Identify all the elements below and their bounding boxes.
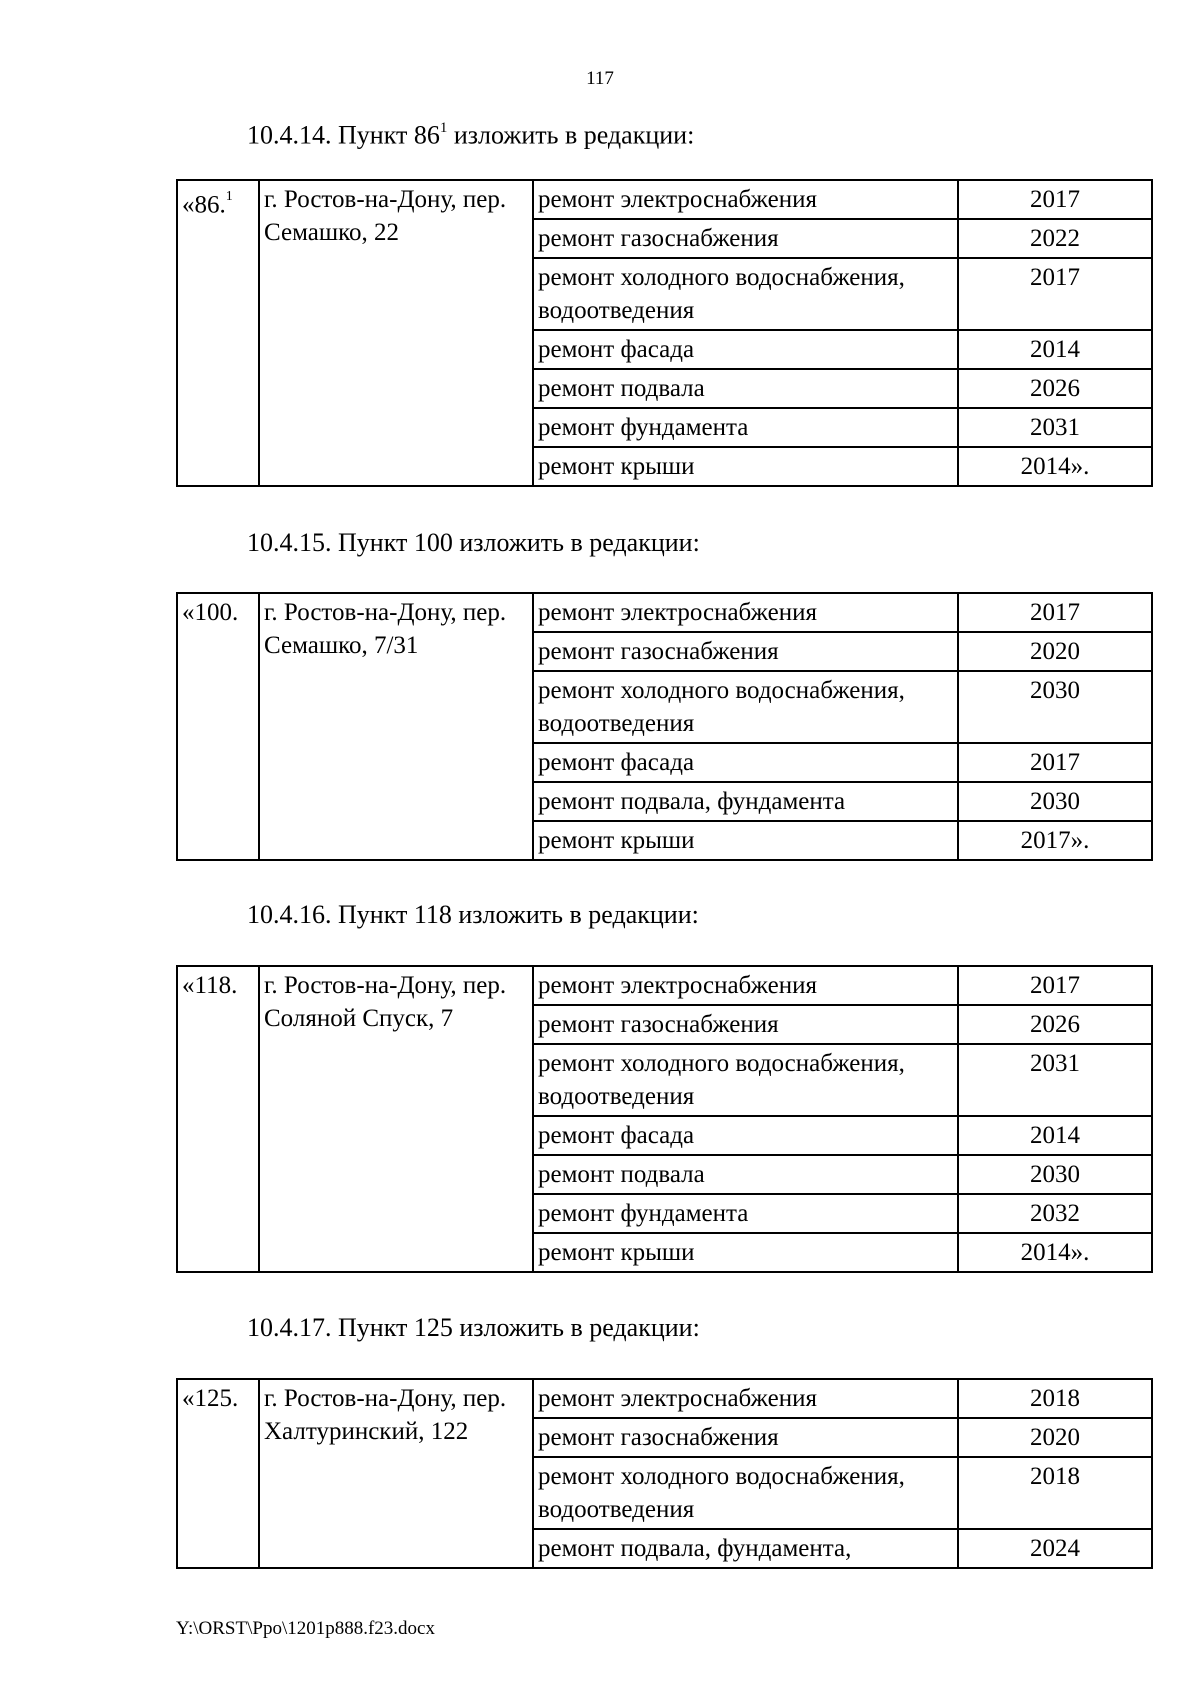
- year-cell: 2020: [958, 1418, 1152, 1457]
- year-cell: 2031: [958, 408, 1152, 447]
- address-cell: г. Ростов-на-Дону, пер. Халтуринский, 122: [259, 1379, 533, 1568]
- table-row: [177, 180, 1152, 219]
- address-cell: г. Ростов-на-Дону, пер. Соляной Спуск, 7: [259, 966, 533, 1272]
- work-cell: ремонт подвала: [533, 1155, 958, 1194]
- year-cell: 2022: [958, 219, 1152, 258]
- year-cell: 2020: [958, 632, 1152, 671]
- amendment-table: [176, 965, 1153, 1273]
- work-cell: ремонт холодного водоснабжения, водоотведения: [533, 258, 958, 330]
- table-row: [177, 1379, 1152, 1418]
- year-cell: 2030: [958, 671, 1152, 743]
- year-cell: 2014: [958, 1116, 1152, 1155]
- amendment-table: [176, 179, 1153, 487]
- work-cell: ремонт подвала: [533, 369, 958, 408]
- work-cell: ремонт фасада: [533, 1116, 958, 1155]
- work-cell: ремонт электроснабжения: [533, 966, 958, 1005]
- work-cell: ремонт электроснабжения: [533, 593, 958, 632]
- section-heading: 10.4.17. Пункт 125 изложить в редакции:: [247, 1313, 700, 1342]
- file-path-footer: Y:\ORST\Ppo\1201p888.f23.docx: [176, 1618, 435, 1639]
- heading-superscript: 1: [439, 120, 448, 136]
- work-cell: ремонт электроснабжения: [533, 180, 958, 219]
- item-number-superscript: 1: [225, 189, 233, 204]
- work-cell: ремонт газоснабжения: [533, 1005, 958, 1044]
- work-cell: ремонт холодного водоснабжения, водоотведения: [533, 671, 958, 743]
- work-cell: ремонт крыши: [533, 821, 958, 860]
- work-cell: ремонт подвала, фундамента: [533, 782, 958, 821]
- work-cell: ремонт электроснабжения: [533, 1379, 958, 1418]
- year-cell: 2014».: [958, 447, 1152, 486]
- work-cell: ремонт подвала, фундамента,: [533, 1529, 958, 1568]
- section-heading: 10.4.15. Пункт 100 изложить в редакции:: [247, 528, 700, 557]
- work-cell: ремонт холодного водоснабжения, водоотведения: [533, 1044, 958, 1116]
- work-cell: ремонт холодного водоснабжения, водоотведения: [533, 1457, 958, 1529]
- year-cell: 2017: [958, 258, 1152, 330]
- work-cell: ремонт крыши: [533, 1233, 958, 1272]
- item-number-cell: «125.: [177, 1379, 259, 1568]
- year-cell: 2026: [958, 369, 1152, 408]
- work-cell: ремонт фасада: [533, 330, 958, 369]
- section-heading: 10.4.16. Пункт 118 изложить в редакции:: [247, 900, 699, 929]
- year-cell: 2032: [958, 1194, 1152, 1233]
- year-cell: 2018: [958, 1379, 1152, 1418]
- address-cell: г. Ростов-на-Дону, пер. Семашко, 22: [259, 180, 533, 486]
- heading-text-tail: изложить в редакции:: [447, 120, 695, 150]
- work-cell: ремонт фундамента: [533, 1194, 958, 1233]
- year-cell: 2030: [958, 782, 1152, 821]
- section-heading: [247, 115, 694, 151]
- year-cell: 2017: [958, 743, 1152, 782]
- year-cell: 2018: [958, 1457, 1152, 1529]
- year-cell: 2014: [958, 330, 1152, 369]
- work-cell: ремонт газоснабжения: [533, 1418, 958, 1457]
- amendment-table: [176, 592, 1153, 861]
- work-cell: ремонт газоснабжения: [533, 219, 958, 258]
- year-cell: 2017: [958, 593, 1152, 632]
- item-number-cell: «100.: [177, 593, 259, 860]
- year-cell: 2017: [958, 180, 1152, 219]
- work-cell: ремонт фасада: [533, 743, 958, 782]
- page-number: 117: [586, 68, 614, 89]
- year-cell: 2031: [958, 1044, 1152, 1116]
- year-cell: 2017: [958, 966, 1152, 1005]
- address-cell: г. Ростов-на-Дону, пер. Семашко, 7/31: [259, 593, 533, 860]
- table-row: [177, 593, 1152, 632]
- heading-text: 10.4.14. Пункт 86: [247, 120, 440, 150]
- item-number: «86.: [182, 191, 226, 219]
- table-row: [177, 966, 1152, 1005]
- year-cell: 2014».: [958, 1233, 1152, 1272]
- year-cell: 2017».: [958, 821, 1152, 860]
- year-cell: 2024: [958, 1529, 1152, 1568]
- work-cell: ремонт крыши: [533, 447, 958, 486]
- year-cell: 2026: [958, 1005, 1152, 1044]
- work-cell: ремонт фундамента: [533, 408, 958, 447]
- item-number-cell: [177, 180, 259, 486]
- item-number-cell: «118.: [177, 966, 259, 1272]
- work-cell: ремонт газоснабжения: [533, 632, 958, 671]
- amendment-table: [176, 1378, 1153, 1569]
- year-cell: 2030: [958, 1155, 1152, 1194]
